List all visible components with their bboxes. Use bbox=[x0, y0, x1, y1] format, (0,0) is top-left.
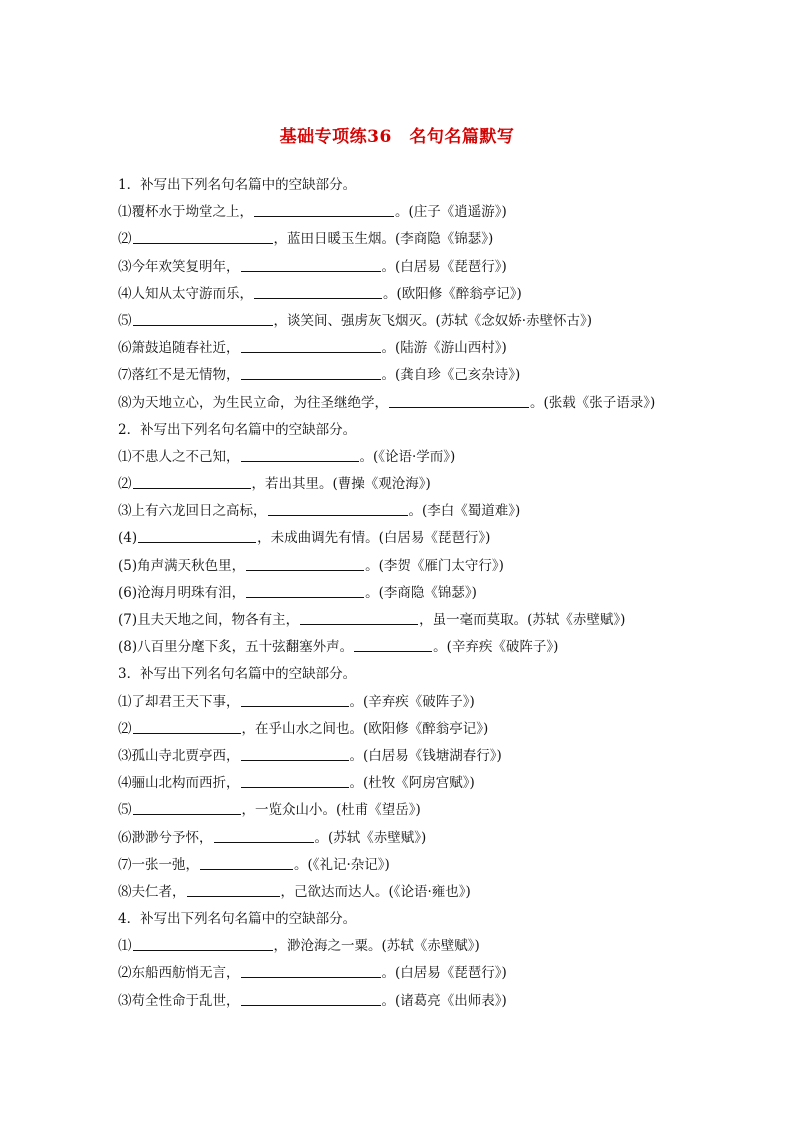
answer-blank[interactable] bbox=[133, 935, 273, 951]
exercise-body bbox=[118, 172, 718, 1015]
answer-blank[interactable] bbox=[241, 990, 381, 1006]
answer-blank[interactable] bbox=[214, 827, 314, 843]
question-2-item-3: ⑶上有六龙回日之高标， 。(李白《蜀道难》) bbox=[118, 498, 718, 525]
question-3-heading: 3．补写出下列名句名篇中的空缺部分。 bbox=[118, 666, 357, 683]
question-2-item-7: (7)且夫天地之间，物各有主， ，虽一毫而莫取。(苏轼《赤壁赋》) bbox=[118, 607, 718, 634]
question-3-item-5: ⑸ ，一览众山小。(杜甫《望岳》) bbox=[118, 797, 718, 824]
question-4-item-1: ⑴ ，渺沧海之一粟。(苏轼《赤壁赋》) bbox=[118, 933, 718, 960]
question-1-item-8: ⑻为天地立心，为生民立命，为往圣继绝学， 。(张载《张子语录》) bbox=[118, 390, 718, 417]
answer-blank[interactable] bbox=[241, 364, 381, 380]
question-2-item-6: (6)沧海月明珠有泪， 。(李商隐《锦瑟》) bbox=[118, 580, 718, 607]
question-1-item-3: ⑶今年欢笑复明年， 。(白居易《琵琶行》) bbox=[118, 254, 718, 281]
question-1-item-7: ⑺落红不是无情物， 。(龚自珍《己亥杂诗》) bbox=[118, 362, 718, 389]
answer-blank[interactable] bbox=[246, 582, 364, 598]
question-2-item-4: (4) ，未成曲调先有情。(白居易《琵琶行》) bbox=[118, 525, 718, 552]
answer-blank[interactable] bbox=[241, 256, 381, 272]
question-4-heading: 4．补写出下列名句名篇中的空缺部分。 bbox=[118, 911, 357, 928]
question-4-item-2: ⑵东船西舫悄无言， 。(白居易《琵琶行》) bbox=[118, 960, 718, 987]
question-4-item-3: ⑶苟全性命于乱世， 。(诸葛亮《出师表》) bbox=[118, 988, 718, 1015]
question-2-item-5: (5)角声满天秋色里， 。(李贺《雁门太守行》) bbox=[118, 553, 718, 580]
answer-blank[interactable] bbox=[241, 337, 381, 353]
question-3-item-1: ⑴了却君王天下事， 。(辛弃疾《破阵子》) bbox=[118, 689, 718, 716]
question-1-item-2: ⑵ ，蓝田日暖玉生烟。(李商隐《锦瑟》) bbox=[118, 226, 718, 253]
question-3-item-6: ⑹渺渺兮予怀， 。(苏轼《赤壁赋》) bbox=[118, 825, 718, 852]
question-1-heading: 1．补写出下列名句名篇中的空缺部分。 bbox=[118, 177, 357, 193]
question-3-item-8: ⑻夫仁者， ，己欲达而达人。(《论语·雍也》) bbox=[118, 879, 718, 906]
question-3-item-2: ⑵ ，在乎山水之间也。(欧阳修《醉翁亭记》) bbox=[118, 716, 718, 743]
question-2-heading: 2．补写出下列名句名篇中的空缺部分。 bbox=[118, 421, 357, 438]
question-3-item-4: ⑷骊山北构而西折， 。(杜牧《阿房宫赋》) bbox=[118, 770, 718, 797]
page-title: 基础专项练36 名句名篇默写 bbox=[279, 127, 515, 147]
question-1-item-4: ⑷人知从太守游而乐， 。(欧阳修《醉翁亭记》) bbox=[118, 281, 718, 308]
answer-blank[interactable] bbox=[133, 310, 273, 326]
answer-blank[interactable] bbox=[133, 718, 241, 734]
answer-blank[interactable] bbox=[246, 555, 364, 571]
answer-blank[interactable] bbox=[138, 527, 256, 543]
question-3-item-7: ⑺一张一弛， 。(《礼记·杂记》) bbox=[118, 852, 718, 879]
answer-blank[interactable] bbox=[241, 772, 349, 788]
answer-blank[interactable] bbox=[133, 799, 241, 815]
answer-blank[interactable] bbox=[133, 473, 251, 489]
answer-blank[interactable] bbox=[268, 500, 408, 516]
answer-blank[interactable] bbox=[254, 201, 394, 217]
question-2-item-8: (8)八百里分麾下炙，五十弦翻塞外声。 。(辛弃疾《破阵子》) bbox=[118, 634, 718, 661]
answer-blank[interactable] bbox=[241, 962, 381, 978]
answer-blank[interactable] bbox=[187, 881, 280, 897]
question-2-item-1: ⑴不患人之不己知， 。(《论语·学而》) bbox=[118, 444, 718, 471]
question-2-item-2: ⑵ ，若出其里。(曹操《观沧海》) bbox=[118, 471, 718, 498]
answer-blank[interactable] bbox=[241, 691, 349, 707]
question-1-item-5: ⑸ ，谈笑间、强虏灰飞烟灭。(苏轼《念奴娇·赤壁怀古》) bbox=[118, 308, 718, 335]
question-1-item-6: ⑹箫鼓追随春社近， 。(陆游《游山西村》) bbox=[118, 335, 718, 362]
answer-blank[interactable] bbox=[389, 392, 529, 408]
answer-blank[interactable] bbox=[133, 228, 273, 244]
answer-blank[interactable] bbox=[354, 636, 432, 652]
answer-blank[interactable] bbox=[241, 745, 349, 761]
answer-blank[interactable] bbox=[200, 854, 293, 870]
question-3-item-3: ⑶孤山寺北贾亭西， 。(白居易《钱塘湖春行》) bbox=[118, 743, 718, 770]
answer-blank[interactable] bbox=[254, 283, 382, 299]
answer-blank[interactable] bbox=[300, 609, 418, 625]
answer-blank[interactable] bbox=[241, 446, 359, 462]
question-1-item-1: ⑴覆杯水于坳堂之上， 。(庄子《逍遥游》) bbox=[118, 199, 718, 226]
